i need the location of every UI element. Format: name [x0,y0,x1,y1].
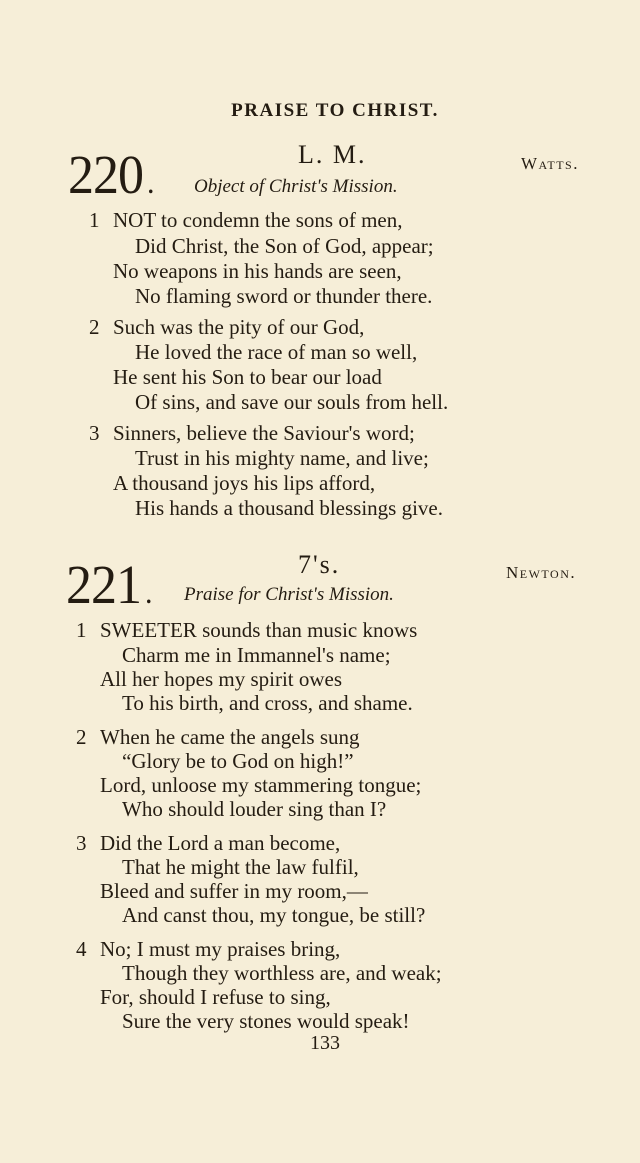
verse-line: “Glory be to God on high!” [122,749,354,773]
verse-line: A thousand joys his lips afford, [113,471,376,495]
verse-number: 4 [76,937,87,961]
verse-line: Bleed and suffer in my room,— [100,879,368,903]
hymn-author: Newton. [506,563,577,582]
verse-line: To his birth, and cross, and shame. [122,691,413,715]
verse-line: No; I must my praises bring, [100,937,341,961]
page-number: 133 [310,1032,340,1054]
running-head: PRAISE TO CHRIST. [231,100,439,121]
verse-line: Trust in his mighty name, and live; [135,446,429,470]
verse-line: Lord, unloose my stammering tongue; [100,773,422,797]
hymn-number: 220 . [68,145,154,206]
verse-line: No flaming sword or thunder there. [135,284,433,308]
verse-line: Such was the pity of our God, [113,315,365,339]
verse-number: 3 [89,421,100,445]
verse-line: When he came the angels sung [100,725,360,749]
hymn-number: 221 . [66,555,152,616]
hymn-meter: 7's. [298,550,341,579]
verse-line: For, should I refuse to sing, [100,985,331,1009]
verse-line: Did Christ, the Son of God, appear; [135,234,434,258]
verse-line: Charm me in Immannel's name; [122,643,391,667]
verse-line: That he might the law fulfil, [122,855,359,879]
verse-line: His hands a thousand blessings give. [135,496,443,520]
hymn-subtitle: Praise for Christ's Mission. [184,584,394,605]
verse-line: SWEETER sounds than music knows [100,618,418,642]
verse-line: All her hopes my spirit owes [100,667,343,691]
verse-line: No weapons in his hands are seen, [113,259,402,283]
verse-line: Though they worthless are, and weak; [122,961,442,985]
verse-line: Who should louder sing than I? [122,797,387,821]
verse-line: He loved the race of man so well, [135,340,418,364]
verse-line: He sent his Son to bear our load [113,365,382,389]
verse-line: NOT to condemn the sons of men, [113,208,403,232]
hymn-meter: L. M. [298,140,367,169]
verse-number: 1 [76,618,87,642]
verse-number: 1 [89,208,100,232]
verse-number: 2 [89,315,100,339]
hymn-author: Watts. [521,154,579,173]
verse-line: Of sins, and save our souls from hell. [135,390,449,414]
verse-number: 2 [76,725,87,749]
verse-line: And canst thou, my tongue, be still? [122,903,426,927]
verse-line: Did the Lord a man become, [100,831,341,855]
verse-line: Sinners, believe the Saviour's word; [113,421,415,445]
verse-number: 3 [76,831,87,855]
verse-line: Sure the very stones would speak! [122,1009,410,1033]
hymn-subtitle: Object of Christ's Mission. [194,176,398,197]
